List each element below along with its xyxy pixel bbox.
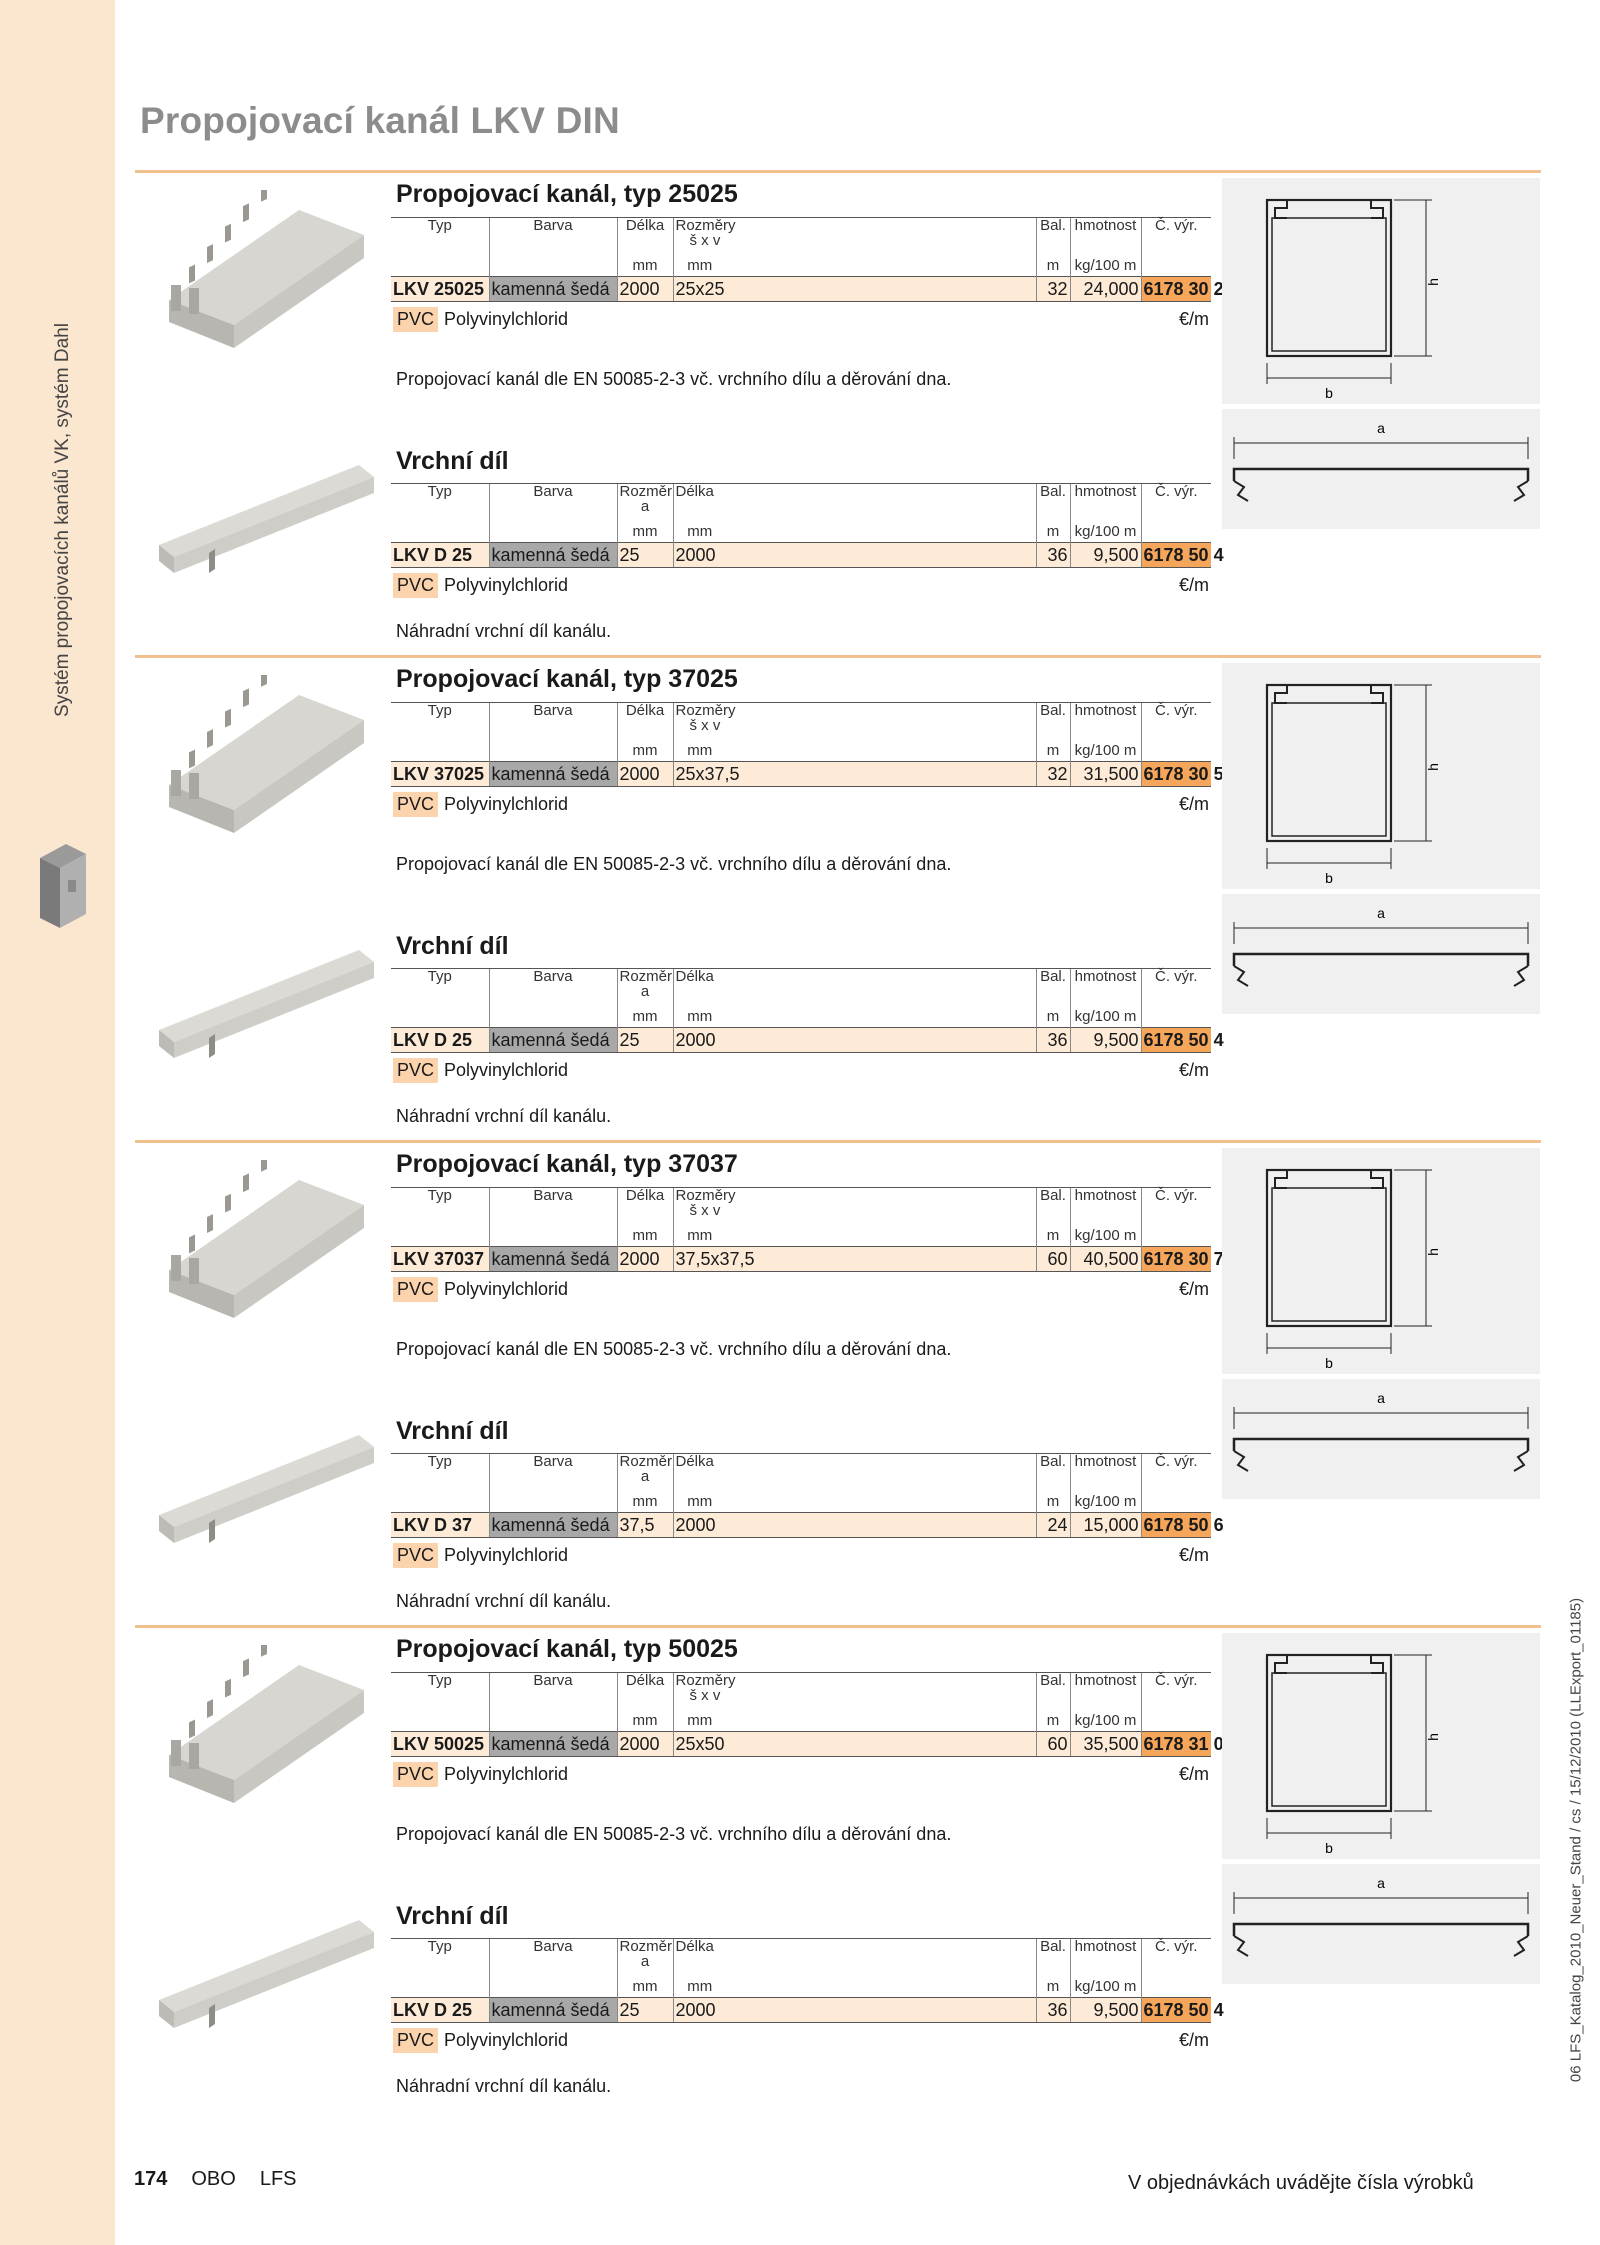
col-article-header: Č. výr. [1141, 484, 1211, 515]
col-color-header: Barva [489, 218, 617, 249]
dimension-label-a: a [1377, 1875, 1385, 1891]
table-row [391, 1513, 1211, 1538]
article-number: 6178 30 7 [1141, 1247, 1211, 1272]
header-row [391, 1939, 1211, 1970]
col-weight-header: hmotnost [1070, 218, 1141, 249]
product-color: kamenná šedá [489, 277, 617, 302]
col-color-header: Barva [489, 1939, 617, 1970]
dimension-label-b: b [1325, 385, 1333, 401]
product-section-3 [135, 655, 1541, 892]
col-pack-header: Bal. [1036, 1939, 1070, 1970]
col-3-header: Délka [617, 1673, 673, 1704]
col-weight-header: hmotnost [1070, 1673, 1141, 1704]
product-col4: 2000 [673, 1998, 1036, 2023]
product-section-5 [135, 1140, 1541, 1377]
unit-row [391, 248, 1211, 277]
col-spacer [726, 484, 1036, 515]
material-row [391, 568, 1211, 603]
brand-obo: OBO [191, 2168, 236, 2190]
product-color: kamenná šedá [489, 543, 617, 568]
product-image [149, 930, 379, 1090]
col-spacer [726, 1673, 1036, 1704]
product-color: kamenná šedá [489, 1732, 617, 1757]
product-code: LKV 37037 [391, 1247, 489, 1272]
unit-row [391, 1703, 1211, 1732]
col-3-header: Rozměr a [617, 484, 673, 515]
price-unit: €/m [1178, 574, 1209, 595]
dimension-diagram [1222, 663, 1540, 889]
product-description: Propojovací kanál dle EN 50085-2-3 vč. vrchního dílu a děrování dna. [396, 369, 952, 389]
table-row [391, 1998, 1211, 2023]
col-4-header: Rozměry š x v [673, 703, 726, 734]
col-4-unit: mm [673, 1218, 726, 1247]
section-separator [135, 170, 1541, 173]
spec-table [391, 968, 1224, 1087]
product-code: LKV D 37 [391, 1513, 489, 1538]
material-description: Polyvinylchlorid [444, 1763, 569, 1784]
col-weight-unit: kg/100 m [1070, 1969, 1141, 1998]
material-description: Polyvinylchlorid [444, 1059, 569, 1080]
col-3-unit: mm [617, 248, 673, 277]
section-title: Propojovací kanál, typ 25025 [396, 180, 738, 208]
section-separator [135, 1140, 1541, 1143]
price-unit: €/m [1178, 308, 1209, 329]
product-code: LKV D 25 [391, 543, 489, 568]
document-reference: 06 LFS_Katalog_2010_Neuer_Stand / cs / 15/12/2010 (LLExport_01185) [1567, 1597, 1585, 2083]
col-weight-unit: kg/100 m [1070, 999, 1141, 1028]
dimension-diagram [1222, 1864, 1540, 1984]
product-pack: 32 [1036, 762, 1070, 787]
product-col4: 37,5x37,5 [673, 1247, 1036, 1272]
article-number: 6178 30 5 [1141, 762, 1211, 787]
col-4-unit: mm [673, 1484, 726, 1513]
col-4-header: Rozměry š x v [673, 1673, 726, 1704]
col-article-header: Č. výr. [1141, 1188, 1211, 1219]
col-4-unit: mm [673, 733, 726, 762]
product-image [149, 1900, 379, 2060]
product-section-7 [135, 1625, 1541, 1862]
table-row [391, 543, 1211, 568]
product-code: LKV 25025 [391, 277, 489, 302]
product-col3: 37,5 [617, 1513, 673, 1538]
header-row [391, 484, 1211, 515]
product-section-8 [135, 1875, 1541, 2117]
section-title: Propojovací kanál, typ 37037 [396, 1150, 738, 1178]
article-number: 6178 30 2 [1141, 277, 1211, 302]
col-spacer [726, 703, 1036, 734]
material-badge: PVC [393, 307, 438, 332]
article-number: 6178 31 0 [1141, 1732, 1211, 1757]
product-image [149, 1645, 379, 1805]
dimension-label-a: a [1377, 905, 1385, 921]
product-col4: 25x50 [673, 1732, 1036, 1757]
material-badge: PVC [393, 573, 438, 598]
product-code: LKV 50025 [391, 1732, 489, 1757]
product-description: Propojovací kanál dle EN 50085-2-3 vč. vrchního dílu a děrování dna. [396, 1339, 952, 1359]
price-unit: €/m [1178, 1763, 1209, 1784]
material-badge: PVC [393, 1058, 438, 1083]
product-code: LKV D 25 [391, 1998, 489, 2023]
material-badge: PVC [393, 1762, 438, 1787]
col-3-unit: mm [617, 514, 673, 543]
product-col3: 25 [617, 1998, 673, 2023]
col-pack-header: Bal. [1036, 484, 1070, 515]
col-type-header: Typ [391, 703, 489, 734]
col-type-header: Typ [391, 1188, 489, 1219]
product-col3: 25 [617, 1028, 673, 1053]
product-color: kamenná šedá [489, 762, 617, 787]
col-pack-unit: m [1036, 733, 1070, 762]
section-title: Propojovací kanál, typ 50025 [396, 1635, 738, 1663]
col-weight-header: hmotnost [1070, 1188, 1141, 1219]
side-label: Systém propojovacích kanálů VK, systém Dahl [52, 323, 73, 717]
product-col3: 2000 [617, 1247, 673, 1272]
dimension-diagram [1222, 1148, 1540, 1374]
col-3-unit: mm [617, 1484, 673, 1513]
col-type-header: Typ [391, 1454, 489, 1485]
col-weight-header: hmotnost [1070, 1454, 1141, 1485]
unit-row [391, 733, 1211, 762]
product-pack: 32 [1036, 277, 1070, 302]
material-description: Polyvinylchlorid [444, 793, 569, 814]
col-color-header: Barva [489, 484, 617, 515]
material-row [391, 1272, 1211, 1307]
product-col3: 25 [617, 543, 673, 568]
footer-left [134, 2168, 321, 2191]
table-row [391, 762, 1211, 787]
spec-table [391, 1938, 1224, 2057]
section-title: Vrchní díl [396, 1417, 509, 1445]
unit-row [391, 999, 1211, 1028]
dimension-label-h: h [1425, 1248, 1441, 1256]
col-3-header: Délka [617, 218, 673, 249]
col-4-header: Délka [673, 1939, 726, 1970]
dimension-diagram [1222, 178, 1540, 404]
product-weight: 24,000 [1070, 277, 1141, 302]
dimension-diagram [1222, 409, 1540, 529]
product-description: Náhradní vrchní díl kanálu. [396, 1106, 612, 1126]
product-weight: 9,500 [1070, 1028, 1141, 1053]
product-section-6 [135, 1390, 1541, 1632]
material-badge: PVC [393, 2028, 438, 2053]
product-section-1 [135, 170, 1541, 407]
col-4-header: Rozměry š x v [673, 1188, 726, 1219]
section-separator [135, 655, 1541, 658]
col-4-unit: mm [673, 1703, 726, 1732]
col-pack-unit: m [1036, 248, 1070, 277]
col-weight-unit: kg/100 m [1070, 733, 1141, 762]
col-weight-header: hmotnost [1070, 969, 1141, 1000]
material-badge: PVC [393, 1543, 438, 1568]
col-4-header: Rozměry š x v [673, 218, 726, 249]
product-pack: 60 [1036, 1732, 1070, 1757]
col-weight-unit: kg/100 m [1070, 1218, 1141, 1247]
header-row [391, 1673, 1211, 1704]
product-image [149, 1415, 379, 1575]
col-pack-header: Bal. [1036, 1188, 1070, 1219]
dimension-label-b: b [1325, 1355, 1333, 1371]
product-pack: 36 [1036, 1998, 1070, 2023]
col-weight-header: hmotnost [1070, 703, 1141, 734]
col-spacer [726, 1188, 1036, 1219]
col-spacer [726, 969, 1036, 1000]
price-unit: €/m [1178, 1059, 1209, 1080]
spec-table [391, 702, 1224, 821]
col-color-header: Barva [489, 969, 617, 1000]
product-weight: 15,000 [1070, 1513, 1141, 1538]
col-article-header: Č. výr. [1141, 1673, 1211, 1704]
spec-table [391, 483, 1224, 602]
material-row [391, 787, 1211, 822]
product-description: Propojovací kanál dle EN 50085-2-3 vč. vrchního dílu a děrování dna. [396, 854, 952, 874]
col-3-unit: mm [617, 999, 673, 1028]
product-col4: 25x37,5 [673, 762, 1036, 787]
product-description: Náhradní vrchní díl kanálu. [396, 1591, 612, 1611]
price-unit: €/m [1178, 793, 1209, 814]
col-type-header: Typ [391, 484, 489, 515]
col-4-header: Délka [673, 484, 726, 515]
spec-table [391, 217, 1224, 336]
col-3-unit: mm [617, 733, 673, 762]
product-col3: 2000 [617, 1732, 673, 1757]
header-row [391, 969, 1211, 1000]
product-col4: 2000 [673, 543, 1036, 568]
product-color: kamenná šedá [489, 1247, 617, 1272]
header-row [391, 703, 1211, 734]
product-col4: 2000 [673, 1513, 1036, 1538]
col-3-unit: mm [617, 1218, 673, 1247]
section-title: Vrchní díl [396, 447, 509, 475]
product-section-2 [135, 420, 1541, 662]
col-4-header: Délka [673, 1454, 726, 1485]
material-description: Polyvinylchlorid [444, 574, 569, 595]
col-3-unit: mm [617, 1703, 673, 1732]
article-number: 6178 50 4 [1141, 1028, 1211, 1053]
col-weight-header: hmotnost [1070, 484, 1141, 515]
price-unit: €/m [1178, 2029, 1209, 2050]
article-number: 6178 50 4 [1141, 543, 1211, 568]
col-pack-header: Bal. [1036, 703, 1070, 734]
col-color-header: Barva [489, 703, 617, 734]
dimension-label-a: a [1377, 1390, 1385, 1406]
product-weight: 35,500 [1070, 1732, 1141, 1757]
product-section-4 [135, 905, 1541, 1147]
dimension-label-a: a [1377, 420, 1385, 436]
col-pack-unit: m [1036, 999, 1070, 1028]
header-row [391, 1454, 1211, 1485]
product-description: Náhradní vrchní díl kanálu. [396, 621, 612, 641]
article-number: 6178 50 6 [1141, 1513, 1211, 1538]
col-3-header: Délka [617, 1188, 673, 1219]
product-weight: 9,500 [1070, 1998, 1141, 2023]
col-article-header: Č. výr. [1141, 1454, 1211, 1485]
product-pack: 24 [1036, 1513, 1070, 1538]
col-article-header: Č. výr. [1141, 218, 1211, 249]
unit-row [391, 1484, 1211, 1513]
table-row [391, 1247, 1211, 1272]
col-article-header: Č. výr. [1141, 703, 1211, 734]
col-3-unit: mm [617, 1969, 673, 1998]
col-color-header: Barva [489, 1454, 617, 1485]
col-3-header: Rozměr a [617, 1454, 673, 1485]
product-image [149, 675, 379, 835]
dimension-label-h: h [1425, 1733, 1441, 1741]
article-number: 6178 50 4 [1141, 1998, 1211, 2023]
col-pack-unit: m [1036, 1703, 1070, 1732]
col-spacer [726, 218, 1036, 249]
col-pack-unit: m [1036, 1218, 1070, 1247]
product-pack: 36 [1036, 1028, 1070, 1053]
brand-lfs: LFS [259, 2168, 297, 2190]
material-row [391, 1053, 1211, 1088]
product-image [149, 445, 379, 605]
col-pack-header: Bal. [1036, 1673, 1070, 1704]
col-weight-unit: kg/100 m [1070, 1703, 1141, 1732]
product-color: kamenná šedá [489, 1028, 617, 1053]
col-3-header: Rozměr a [617, 969, 673, 1000]
col-type-header: Typ [391, 1673, 489, 1704]
product-image [149, 1160, 379, 1320]
product-code: LKV D 25 [391, 1028, 489, 1053]
col-4-unit: mm [673, 1969, 726, 1998]
col-color-header: Barva [489, 1188, 617, 1219]
spec-table [391, 1187, 1224, 1306]
product-weight: 9,500 [1070, 543, 1141, 568]
col-weight-unit: kg/100 m [1070, 514, 1141, 543]
product-weight: 40,500 [1070, 1247, 1141, 1272]
section-thumbnail-icon [36, 840, 90, 932]
product-image [149, 190, 379, 350]
material-badge: PVC [393, 792, 438, 817]
col-4-unit: mm [673, 999, 726, 1028]
product-color: kamenná šedá [489, 1513, 617, 1538]
col-4-unit: mm [673, 248, 726, 277]
col-spacer [726, 1939, 1036, 1970]
dimension-diagram [1222, 894, 1540, 1014]
header-row [391, 218, 1211, 249]
dimension-label-h: h [1425, 763, 1441, 771]
col-pack-header: Bal. [1036, 969, 1070, 1000]
material-row [391, 1538, 1211, 1573]
product-col3: 2000 [617, 277, 673, 302]
product-code: LKV 37025 [391, 762, 489, 787]
material-row [391, 2023, 1211, 2058]
spec-table [391, 1672, 1224, 1791]
col-color-header: Barva [489, 1673, 617, 1704]
unit-row [391, 1969, 1211, 1998]
section-title: Propojovací kanál, typ 37025 [396, 665, 738, 693]
page-number: 174 [134, 2168, 168, 2190]
product-color: kamenná šedá [489, 1998, 617, 2023]
dimension-diagram [1222, 1633, 1540, 1859]
section-title: Vrchní díl [396, 1902, 509, 1930]
col-article-header: Č. výr. [1141, 1939, 1211, 1970]
product-description: Náhradní vrchní díl kanálu. [396, 2076, 612, 2096]
price-unit: €/m [1178, 1544, 1209, 1565]
product-pack: 60 [1036, 1247, 1070, 1272]
product-pack: 36 [1036, 543, 1070, 568]
dimension-diagram [1222, 1379, 1540, 1499]
col-4-unit: mm [673, 514, 726, 543]
material-description: Polyvinylchlorid [444, 1278, 569, 1299]
material-row [391, 302, 1211, 337]
col-type-header: Typ [391, 969, 489, 1000]
section-title: Vrchní díl [396, 932, 509, 960]
spec-table [391, 1453, 1224, 1572]
page-title: Propojovací kanál LKV DIN [140, 100, 620, 141]
col-pack-header: Bal. [1036, 218, 1070, 249]
price-unit: €/m [1178, 1278, 1209, 1299]
col-weight-unit: kg/100 m [1070, 248, 1141, 277]
table-row [391, 1028, 1211, 1053]
material-description: Polyvinylchlorid [444, 308, 569, 329]
material-row [391, 1757, 1211, 1792]
col-4-header: Délka [673, 969, 726, 1000]
col-type-header: Typ [391, 218, 489, 249]
col-pack-header: Bal. [1036, 1454, 1070, 1485]
dimension-label-h: h [1425, 278, 1441, 286]
product-col4: 2000 [673, 1028, 1036, 1053]
col-pack-unit: m [1036, 514, 1070, 543]
material-description: Polyvinylchlorid [444, 1544, 569, 1565]
col-pack-unit: m [1036, 1969, 1070, 1998]
material-description: Polyvinylchlorid [444, 2029, 569, 2050]
col-article-header: Č. výr. [1141, 969, 1211, 1000]
table-row [391, 277, 1211, 302]
footer-note: V objednávkách uvádějte čísla výrobků [1128, 2172, 1474, 2194]
dimension-label-b: b [1325, 870, 1333, 886]
col-pack-unit: m [1036, 1484, 1070, 1513]
unit-row [391, 1218, 1211, 1247]
product-col3: 2000 [617, 762, 673, 787]
dimension-label-b: b [1325, 1840, 1333, 1856]
col-weight-header: hmotnost [1070, 1939, 1141, 1970]
col-type-header: Typ [391, 1939, 489, 1970]
section-separator [135, 1625, 1541, 1628]
col-spacer [726, 1454, 1036, 1485]
product-description: Propojovací kanál dle EN 50085-2-3 vč. vrchního dílu a děrování dna. [396, 1824, 952, 1844]
col-weight-unit: kg/100 m [1070, 1484, 1141, 1513]
product-col4: 25x25 [673, 277, 1036, 302]
header-row [391, 1188, 1211, 1219]
col-3-header: Délka [617, 703, 673, 734]
table-row [391, 1732, 1211, 1757]
col-3-header: Rozměr a [617, 1939, 673, 1970]
product-weight: 31,500 [1070, 762, 1141, 787]
unit-row [391, 514, 1211, 543]
material-badge: PVC [393, 1277, 438, 1302]
